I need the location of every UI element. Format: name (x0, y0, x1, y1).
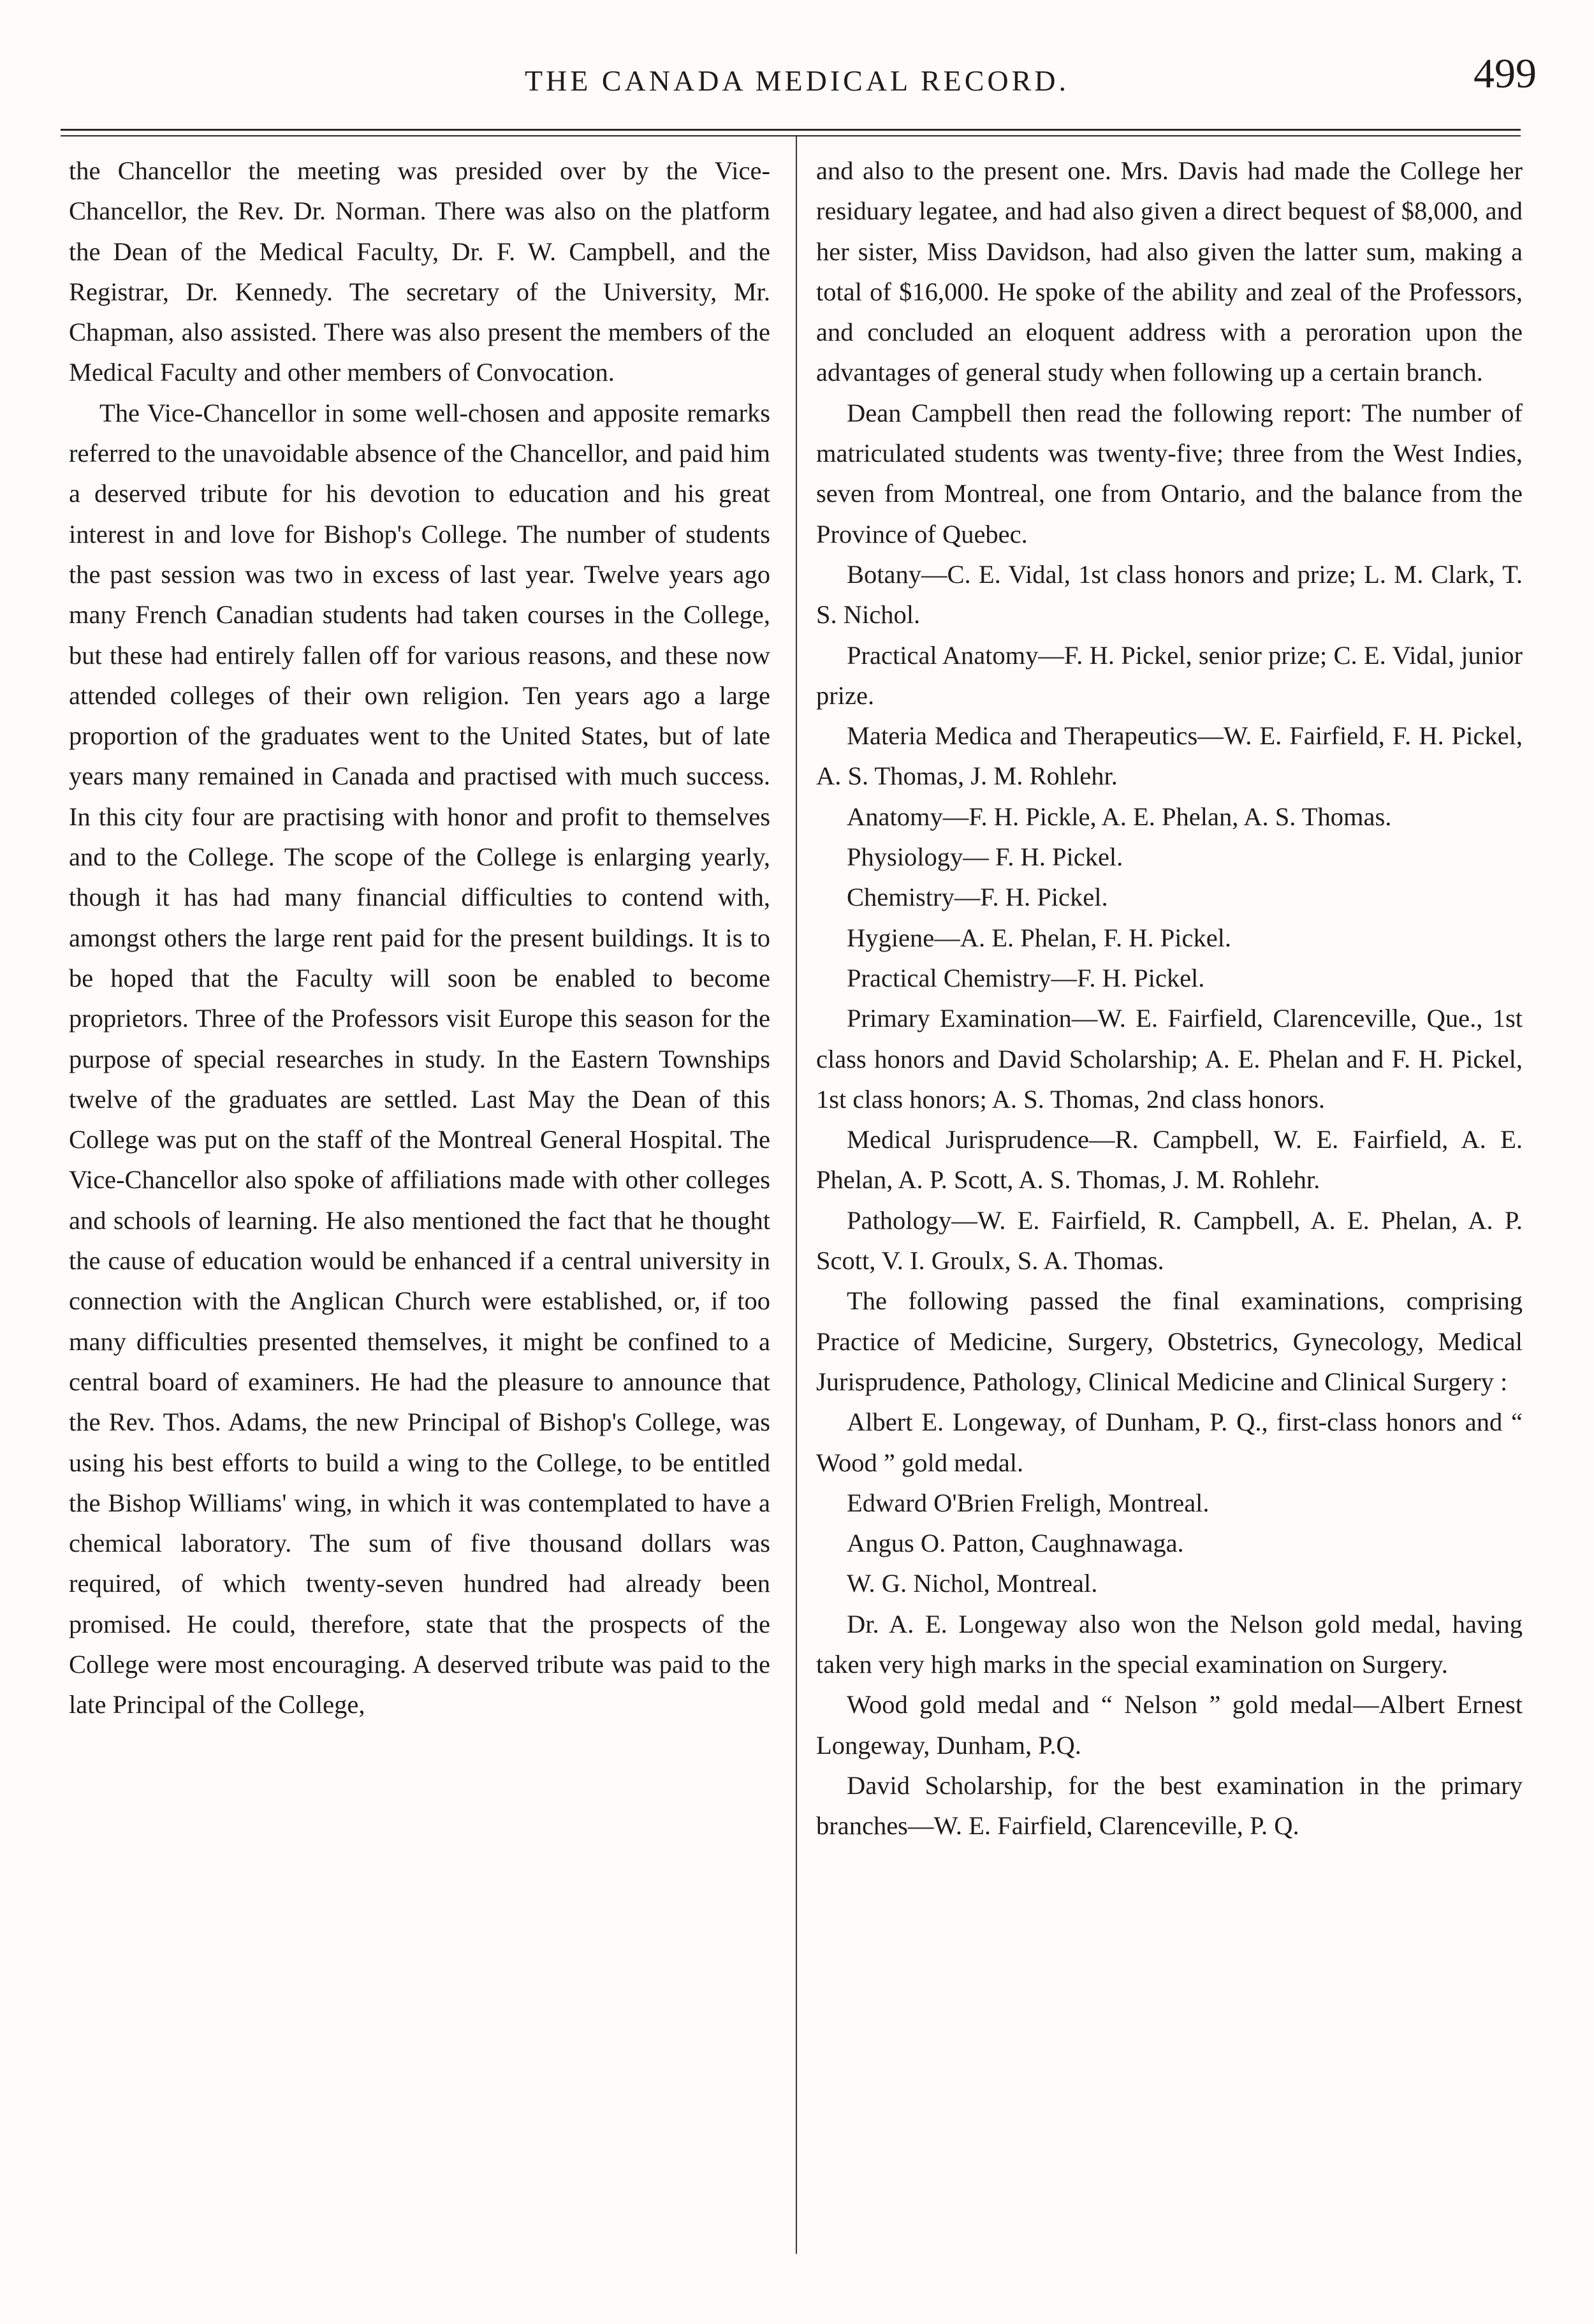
left-paragraph-2: The Vice-Chancellor in some well-chosen and apposite remarks referred to the unavoidable absence of the Chancellor, and paid him a deserved tribute for his devotion to education and his great interest in and love for Bishop's College. The number of students the past session was two in excess of last year. Twelve years ago many French Canadian students had taken courses in the College, but these had entirely fallen off for various reasons, and these now attended colleges of their own religion. Ten years ago a large proportion of the graduates went to the United States, but of late years many remained in Canada and practised with much success. In this city four are practising with honor and profit to themselves and to the College. The scope of the College is enlarging yearly, though it has had many financial difficulties to contend with, amongst others the large rent paid for the present buildings. It is to be hoped that the Faculty will soon be enabled to become proprietors. Three of the Professors visit Europe this season for the purpose of special researches in study. In the Eastern Townships twelve of the graduates are settled. Last May the Dean of this College was put on the staff of the Montreal General Hospital. The Vice-Chancellor also spoke of affiliations made with other colleges and schools of learning. He also mentioned the fact that he thought the cause of education would be enhanced if a central university in connection with the Anglican Church were established, or, if too many difficulties presented themselves, it might be confined to a central board of examiners. He had the pleasure to announce that the Rev. Thos. Adams, the new Principal of Bishop's College, was using his best efforts to build a wing to the College, to be entitled the Bishop Williams' wing, in which it was contemplated to have a chemical laboratory. The sum of five thousand dollars was required, of which twenty-seven hundred had already been promised. He could, therefore, state that the prospects of the College were most encouraging. A deserved tribute was paid to the late Principal of the College, (69, 398, 770, 1719)
result-chemistry: Chemistry—F. H. Pickel. (847, 883, 1108, 912)
nelson-medal-note: Dr. A. E. Longeway also won the Nelson gold medal, having taken very high marks in the special examination on Surgery. (816, 1609, 1523, 1679)
result-botany: Botany—C. E. Vidal, 1st class honors and prize; L. M. Clark, T. S. Nichol. (816, 559, 1523, 629)
left-column (69, 151, 770, 1725)
result-practical-anatomy: Practical Anatomy—F. H. Pickel, senior prize; C. E. Vidal, junior prize. (816, 640, 1523, 710)
header-rule-thick (61, 129, 1521, 131)
graduate-patton: Angus O. Patton, Caughnawaga. (847, 1529, 1184, 1558)
journal-title: THE CANADA MEDICAL RECORD. (524, 64, 1070, 97)
result-anatomy: Anatomy—F. H. Pickle, A. E. Phelan, A. S. Thomas. (847, 802, 1392, 831)
david-scholarship-award: David Scholarship, for the best examination in the primary branches—W. E. Fairfield, Clarenceville, P. Q. (816, 1770, 1523, 1841)
gold-medal-award: Wood gold medal and “ Nelson ” gold medal—Albert Ernest Longeway, Dunham, P.Q. (816, 1690, 1523, 1760)
graduate-longeway: Albert E. Longeway, of Dunham, P. Q., first-class honors and “ Wood ” gold medal. (816, 1408, 1523, 1477)
result-primary-examination: Primary Examination—W. E. Fairfield, Clarenceville, Que., 1st class honors and David Scholarship; A. E. Phelan and F. H. Pickel, 1st class honors; A. S. Thomas, 2nd class honors. (816, 1004, 1523, 1114)
result-hygiene: Hygiene—A. E. Phelan, F. H. Pickel. (847, 923, 1232, 952)
result-physiology: Physiology— F. H. Pickel. (847, 842, 1123, 872)
column-divider (796, 136, 797, 2254)
final-examinations-intro: The following passed the final examinations, comprising Practice of Medicine, Surgery, Obstetrics, Gynecology, Medical Jurisprudence, Pathology, Clinical Medicine and Clinical Surgery : (816, 1286, 1523, 1396)
result-pathology: Pathology—W. E. Fairfield, R. Campbell, A. E. Phelan, A. P. Scott, V. I. Groulx, S. A. Thomas. (816, 1205, 1523, 1276)
graduate-nichol: W. G. Nichol, Montreal. (847, 1569, 1098, 1598)
result-materia-medica: Materia Medica and Therapeutics—W. E. Fairfield, F. H. Pickel, A. S. Thomas, J. M. Rohlehr. (816, 721, 1523, 791)
graduate-freligh: Edward O'Brien Freligh, Montreal. (847, 1488, 1210, 1517)
report-intro: Dean Campbell then read the following report: The number of matriculated students was twenty-five; three from the West Indies, seven from Montreal, one from Ontario, and the balance from the Province of Quebec. (816, 398, 1523, 548)
result-practical-chemistry: Practical Chemistry—F. H. Pickel. (847, 963, 1205, 992)
page-number: 499 (1473, 50, 1537, 97)
right-paragraph-1: and also to the present one. Mrs. Davis had made the College her residuary legatee, and had also given a direct bequest of $8,000, and her sister, Miss Davidson, had also given the latter sum, making a total of $16,000. He spoke of the ability and zeal of the Professors, and concluded an eloquent address with a peroration upon the advantages of general study when following up a certain branch. (816, 156, 1523, 387)
running-head (0, 50, 1594, 107)
right-column (816, 151, 1523, 1846)
header-rule-thin (61, 135, 1521, 136)
result-medical-jurisprudence: Medical Jurisprudence—R. Campbell, W. E. Fairfield, A. E. Phelan, A. P. Scott, A. S. Thomas, J. M. Rohlehr. (816, 1125, 1523, 1195)
left-paragraph-1: the Chancellor the meeting was presided over by the Vice-Chancellor, the Rev. Dr. Norman. There was also on the platform the Dean of the Medical Faculty, Dr. F. W. Campbell, and the Registrar, Dr. Kennedy. The secretary of the University, Mr. Chapman, also assisted. There was also present the members of the Medical Faculty and other members of Convocation. (69, 156, 770, 387)
